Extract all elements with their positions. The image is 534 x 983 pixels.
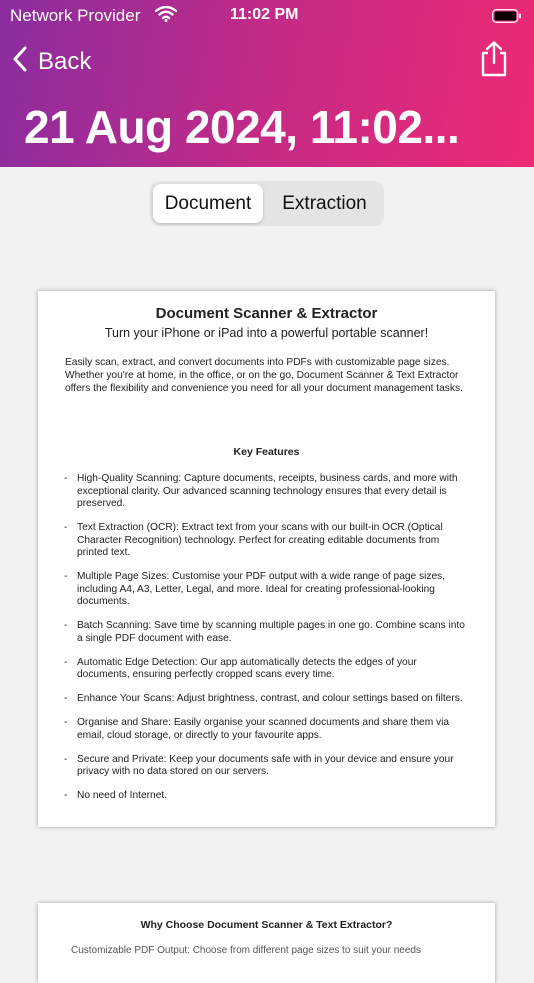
page-title: 21 Aug 2024, 11:02... <box>24 101 460 153</box>
doc-subtitle: Turn your iPhone or iPad into a powerful portable scanner! <box>104 326 429 340</box>
list-item: - No need of Internet. <box>64 790 168 801</box>
feature-text: No need of Internet. <box>77 790 168 801</box>
status-bar <box>0 0 534 30</box>
feature-list <box>64 473 468 814</box>
list-item: - Batch Scanning: Save time by scanning multiple pages in one go. Combine scans into a single PDF document with ease. <box>64 620 468 645</box>
segment-document[interactable]: Document <box>153 184 263 223</box>
battery-icon <box>492 8 520 21</box>
nav-header <box>0 0 534 167</box>
list-item: - Automatic Edge Detection: Our app automatically detects the edges of your documents, ensuring perfectly cropped scans every time. <box>64 657 468 682</box>
back-label: Back <box>38 47 92 75</box>
share-button[interactable] <box>478 40 510 83</box>
list-item: - Organise and Share: Easily organise your scanned documents and share them via email, cloud storage, or directly to your favourite apps. <box>64 717 468 742</box>
wifi-icon <box>155 6 177 27</box>
segment-extraction[interactable]: Extraction <box>282 192 367 214</box>
list-item: - Text Extraction (OCR): Extract text from your scans with our built-in OCR (Optical Character Recognition) technology. Perfect for creating editable documents from printed text. <box>64 522 468 560</box>
document-page-2 <box>38 903 495 983</box>
key-features-heading: Key Features <box>233 446 300 458</box>
chevron-left-icon <box>12 46 28 77</box>
feature-text: Automatic Edge Detection: Our app automatically detects the edges of your documents, ensuring perfectly cropped scans every time. <box>77 656 417 680</box>
doc-title: Document Scanner & Extractor <box>155 305 378 322</box>
document-page-1 <box>38 291 495 827</box>
why-first-line: Customizable PDF Output: Choose from different page sizes to suit your needs <box>71 945 421 956</box>
list-item: - Secure and Private: Keep your documents safe with in your device and ensure your privacy with no data stored on our servers. <box>64 754 468 779</box>
back-button[interactable] <box>12 46 91 77</box>
doc-intro: Easily scan, extract, and convert documents into PDFs with customizable page sizes. Whether you're at home, in the office, or on the go, Document Scanner & Text Extractor offers the flexibility and convenience you need for all your document management tasks. <box>65 357 463 394</box>
share-icon <box>478 65 510 82</box>
feature-text: Secure and Private: Keep your documents safe with in your device and ensure your privacy with no data stored on our servers. <box>77 753 454 777</box>
feature-text: High-Quality Scanning: Capture documents, receipts, business cards, and more with exceptional clarity. Our advanced scanning technology ensures that every detail is preserved. <box>77 473 458 509</box>
carrier-label: Network Provider <box>10 6 141 25</box>
view-segmented-control <box>150 181 384 226</box>
feature-text: Enhance Your Scans: Adjust brightness, contrast, and colour settings based on filters. <box>77 693 463 704</box>
feature-text: Text Extraction (OCR): Extract text from your scans with our built-in OCR (Optical Character Recognition) technology. Perfect for creating editable documents from printed text. <box>77 522 443 558</box>
feature-text: Multiple Page Sizes: Customise your PDF output with a wide range of page sizes, including A4, A3, Letter, Legal, and more. Ideal for creating professional-looking documents. <box>77 571 446 607</box>
list-item: - Enhance Your Scans: Adjust brightness, contrast, and colour settings based on filters. <box>64 693 463 704</box>
feature-text: Batch Scanning: Save time by scanning multiple pages in one go. Combine scans into a single PDF document with ease. <box>77 620 465 644</box>
list-item: - Multiple Page Sizes: Customise your PDF output with a wide range of page sizes, including A4, A3, Letter, Legal, and more. Ideal for creating professional-looking documents. <box>64 571 468 609</box>
why-heading: Why Choose Document Scanner & Text Extractor? <box>140 919 393 931</box>
clock: 11:02 PM <box>230 6 299 23</box>
feature-text: Organise and Share: Easily organise your scanned documents and share them via email, cloud storage, or directly to your favourite apps. <box>77 717 450 741</box>
list-item: - High-Quality Scanning: Capture documents, receipts, business cards, and more with exceptional clarity. Our advanced scanning technology ensures that every detail is preserved. <box>64 473 468 511</box>
